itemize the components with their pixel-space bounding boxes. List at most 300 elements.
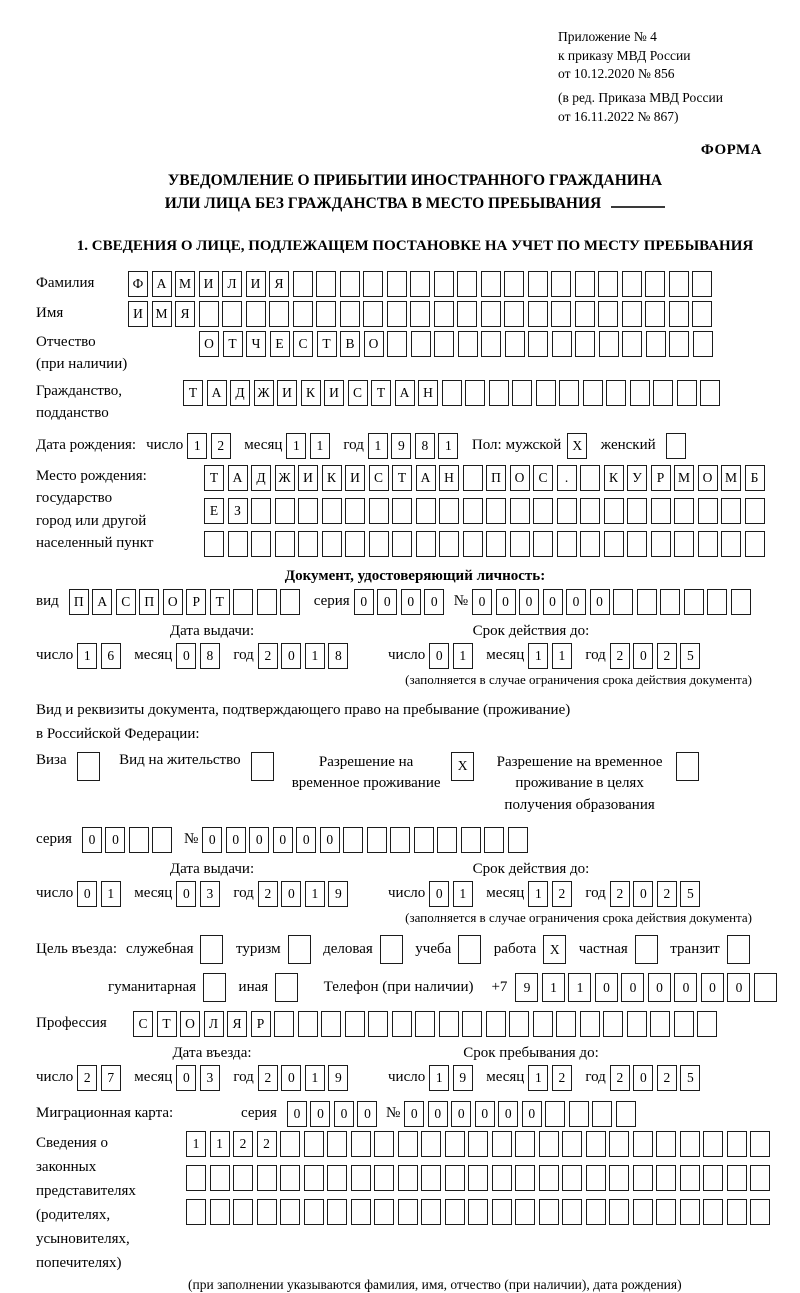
doc-valid-month-boxes[interactable]	[528, 643, 575, 669]
char-box[interactable]: 5	[680, 1065, 700, 1091]
char-box[interactable]	[367, 827, 387, 853]
char-box[interactable]	[745, 531, 765, 557]
char-box[interactable]: Е	[270, 331, 290, 357]
char-box[interactable]: И	[324, 380, 344, 406]
temporary-residence-education-checkbox[interactable]	[676, 752, 703, 781]
female-checkbox[interactable]	[666, 433, 690, 459]
char-box[interactable]	[327, 1131, 347, 1157]
char-box[interactable]: 2	[552, 881, 572, 907]
char-box[interactable]	[680, 1131, 700, 1157]
char-box[interactable]	[533, 1011, 553, 1037]
char-box[interactable]: С	[533, 465, 553, 491]
char-box[interactable]: X	[543, 935, 566, 964]
purpose-business-checkbox[interactable]	[380, 935, 407, 964]
char-box[interactable]: 0	[519, 589, 539, 615]
char-box[interactable]: 2	[657, 1065, 677, 1091]
doc-type-boxes[interactable]	[69, 589, 304, 615]
char-box[interactable]	[515, 1165, 535, 1191]
char-box[interactable]: 2	[657, 643, 677, 669]
char-box[interactable]: 8	[415, 433, 435, 459]
char-box[interactable]	[727, 1165, 747, 1191]
char-box[interactable]	[457, 301, 477, 327]
char-box[interactable]: 0	[287, 1101, 307, 1127]
char-box[interactable]	[351, 1165, 371, 1191]
char-box[interactable]	[622, 301, 642, 327]
citizenship-boxes[interactable]	[183, 380, 724, 406]
char-box[interactable]	[504, 301, 524, 327]
char-box[interactable]: 0	[428, 1101, 448, 1127]
char-box[interactable]	[508, 827, 528, 853]
char-box[interactable]	[552, 331, 572, 357]
birth-month-boxes[interactable]	[286, 433, 333, 459]
char-box[interactable]: 2	[233, 1131, 253, 1157]
char-box[interactable]	[580, 465, 600, 491]
doc-series-boxes[interactable]	[354, 589, 448, 615]
stay-day-boxes[interactable]	[429, 1065, 476, 1091]
birthplace-row2-boxes[interactable]	[204, 498, 768, 524]
char-box[interactable]: 0	[595, 973, 618, 1002]
char-box[interactable]	[298, 498, 318, 524]
char-box[interactable]: 0	[320, 827, 340, 853]
purpose-humanitarian-checkbox[interactable]	[203, 973, 230, 1002]
phone-boxes[interactable]	[515, 973, 780, 1002]
char-box[interactable]: Н	[439, 465, 459, 491]
char-box[interactable]	[298, 1011, 318, 1037]
birthplace-row3-boxes[interactable]	[204, 531, 768, 557]
char-box[interactable]	[280, 1131, 300, 1157]
char-box[interactable]	[551, 271, 571, 297]
char-box[interactable]	[304, 1165, 324, 1191]
char-box[interactable]	[583, 380, 603, 406]
char-box[interactable]	[492, 1165, 512, 1191]
char-box[interactable]: 0	[82, 827, 102, 853]
char-box[interactable]: А	[207, 380, 227, 406]
char-box[interactable]	[669, 301, 689, 327]
residence-issue-year-boxes[interactable]	[258, 881, 352, 907]
char-box[interactable]: Т	[204, 465, 224, 491]
char-box[interactable]	[613, 589, 633, 615]
char-box[interactable]	[416, 531, 436, 557]
entry-day-boxes[interactable]	[77, 1065, 124, 1091]
char-box[interactable]	[380, 935, 403, 964]
char-box[interactable]	[539, 1199, 559, 1225]
profession-boxes[interactable]	[133, 1011, 721, 1037]
char-box[interactable]: Ж	[275, 465, 295, 491]
char-box[interactable]: 1	[528, 1065, 548, 1091]
migration-number-boxes[interactable]	[404, 1101, 639, 1127]
char-box[interactable]: 2	[258, 1065, 278, 1091]
char-box[interactable]: М	[674, 465, 694, 491]
char-box[interactable]	[199, 301, 219, 327]
char-box[interactable]: Я	[269, 271, 289, 297]
char-box[interactable]	[233, 1165, 253, 1191]
char-box[interactable]	[603, 1011, 623, 1037]
char-box[interactable]	[677, 380, 697, 406]
char-box[interactable]: 2	[211, 433, 231, 459]
char-box[interactable]: Ч	[246, 331, 266, 357]
char-box[interactable]	[340, 271, 360, 297]
char-box[interactable]: Р	[651, 465, 671, 491]
char-box[interactable]	[489, 380, 509, 406]
char-box[interactable]	[533, 531, 553, 557]
char-box[interactable]: 3	[200, 881, 220, 907]
char-box[interactable]	[363, 271, 383, 297]
residence-permit-checkbox[interactable]	[251, 752, 278, 781]
char-box[interactable]	[562, 1199, 582, 1225]
purpose-tourism-checkbox[interactable]	[288, 935, 315, 964]
char-box[interactable]	[580, 1011, 600, 1037]
entry-year-boxes[interactable]	[258, 1065, 352, 1091]
residence-valid-year-boxes[interactable]	[610, 881, 704, 907]
char-box[interactable]: 3	[200, 1065, 220, 1091]
char-box[interactable]: 0	[522, 1101, 542, 1127]
char-box[interactable]	[731, 589, 751, 615]
char-box[interactable]: 9	[515, 973, 538, 1002]
char-box[interactable]	[461, 827, 481, 853]
char-box[interactable]: 7	[101, 1065, 121, 1091]
char-box[interactable]: Т	[223, 331, 243, 357]
char-box[interactable]: 0	[701, 973, 724, 1002]
char-box[interactable]	[651, 531, 671, 557]
char-box[interactable]: П	[139, 589, 159, 615]
char-box[interactable]	[512, 380, 532, 406]
visa-checkbox[interactable]	[77, 752, 104, 781]
char-box[interactable]	[680, 1165, 700, 1191]
char-box[interactable]	[627, 531, 647, 557]
char-box[interactable]	[129, 827, 149, 853]
char-box[interactable]	[727, 935, 750, 964]
char-box[interactable]	[536, 380, 556, 406]
char-box[interactable]	[77, 752, 100, 781]
char-box[interactable]: 0	[77, 881, 97, 907]
char-box[interactable]: 1	[77, 643, 97, 669]
char-box[interactable]	[204, 531, 224, 557]
char-box[interactable]	[434, 301, 454, 327]
char-box[interactable]	[457, 271, 477, 297]
purpose-official-checkbox[interactable]	[200, 935, 227, 964]
char-box[interactable]: 0	[202, 827, 222, 853]
char-box[interactable]	[622, 331, 642, 357]
char-box[interactable]	[186, 1199, 206, 1225]
char-box[interactable]: 8	[200, 643, 220, 669]
char-box[interactable]	[434, 271, 454, 297]
char-box[interactable]	[439, 1011, 459, 1037]
char-box[interactable]	[510, 531, 530, 557]
char-box[interactable]	[562, 1165, 582, 1191]
stay-month-boxes[interactable]	[528, 1065, 575, 1091]
purpose-private-checkbox[interactable]	[635, 935, 662, 964]
char-box[interactable]	[660, 589, 680, 615]
char-box[interactable]	[533, 498, 553, 524]
char-box[interactable]	[415, 1011, 435, 1037]
char-box[interactable]	[421, 1131, 441, 1157]
char-box[interactable]	[515, 1131, 535, 1157]
representatives-row1-boxes[interactable]	[186, 1131, 774, 1157]
char-box[interactable]: 1	[305, 1065, 325, 1091]
char-box[interactable]: И	[199, 271, 219, 297]
char-box[interactable]: К	[322, 465, 342, 491]
char-box[interactable]: 0	[334, 1101, 354, 1127]
char-box[interactable]	[707, 589, 727, 615]
char-box[interactable]	[604, 531, 624, 557]
char-box[interactable]: 1	[528, 643, 548, 669]
residence-valid-day-boxes[interactable]	[429, 881, 476, 907]
birthplace-row1-boxes[interactable]	[204, 465, 768, 491]
char-box[interactable]	[327, 1199, 347, 1225]
char-box[interactable]	[363, 301, 383, 327]
char-box[interactable]	[697, 1011, 717, 1037]
char-box[interactable]	[484, 827, 504, 853]
char-box[interactable]	[442, 380, 462, 406]
char-box[interactable]: А	[395, 380, 415, 406]
purpose-transit-checkbox[interactable]	[727, 935, 754, 964]
char-box[interactable]	[633, 1165, 653, 1191]
char-box[interactable]: К	[301, 380, 321, 406]
char-box[interactable]	[468, 1199, 488, 1225]
char-box[interactable]: И	[246, 271, 266, 297]
char-box[interactable]	[676, 752, 699, 781]
char-box[interactable]	[750, 1199, 770, 1225]
char-box[interactable]	[586, 1165, 606, 1191]
doc-number-boxes[interactable]	[472, 589, 754, 615]
char-box[interactable]	[410, 301, 430, 327]
char-box[interactable]	[340, 301, 360, 327]
doc-issue-year-boxes[interactable]	[258, 643, 352, 669]
char-box[interactable]: 0	[648, 973, 671, 1002]
char-box[interactable]: 0	[404, 1101, 424, 1127]
char-box[interactable]	[233, 589, 253, 615]
char-box[interactable]	[392, 498, 412, 524]
char-box[interactable]	[274, 1011, 294, 1037]
char-box[interactable]	[458, 331, 478, 357]
temporary-residence-checkbox[interactable]	[451, 752, 478, 781]
char-box[interactable]: К	[604, 465, 624, 491]
char-box[interactable]	[439, 498, 459, 524]
stay-year-boxes[interactable]	[610, 1065, 704, 1091]
char-box[interactable]: 0	[249, 827, 269, 853]
char-box[interactable]	[275, 531, 295, 557]
char-box[interactable]	[653, 380, 673, 406]
char-box[interactable]	[575, 331, 595, 357]
char-box[interactable]	[280, 1199, 300, 1225]
char-box[interactable]	[645, 301, 665, 327]
char-box[interactable]: И	[128, 301, 148, 327]
char-box[interactable]	[562, 1131, 582, 1157]
char-box[interactable]: 1	[438, 433, 458, 459]
char-box[interactable]	[463, 465, 483, 491]
char-box[interactable]	[557, 531, 577, 557]
char-box[interactable]: Ж	[254, 380, 274, 406]
char-box[interactable]	[646, 331, 666, 357]
char-box[interactable]	[651, 498, 671, 524]
char-box[interactable]	[374, 1131, 394, 1157]
char-box[interactable]	[251, 531, 271, 557]
char-box[interactable]: 0	[674, 973, 697, 1002]
char-box[interactable]: Т	[317, 331, 337, 357]
char-box[interactable]	[275, 498, 295, 524]
char-box[interactable]	[727, 1131, 747, 1157]
char-box[interactable]	[439, 531, 459, 557]
char-box[interactable]: Р	[251, 1011, 271, 1037]
char-box[interactable]	[246, 301, 266, 327]
char-box[interactable]	[528, 271, 548, 297]
char-box[interactable]	[509, 1011, 529, 1037]
char-box[interactable]	[692, 301, 712, 327]
char-box[interactable]: 9	[328, 881, 348, 907]
char-box[interactable]: Л	[204, 1011, 224, 1037]
char-box[interactable]: Я	[175, 301, 195, 327]
char-box[interactable]	[504, 271, 524, 297]
char-box[interactable]: 0	[296, 827, 316, 853]
char-box[interactable]	[462, 1011, 482, 1037]
char-box[interactable]: О	[510, 465, 530, 491]
char-box[interactable]	[351, 1131, 371, 1157]
char-box[interactable]: Д	[251, 465, 271, 491]
char-box[interactable]	[510, 498, 530, 524]
char-box[interactable]	[750, 1165, 770, 1191]
char-box[interactable]	[398, 1131, 418, 1157]
char-box[interactable]: 0	[429, 643, 449, 669]
char-box[interactable]	[575, 271, 595, 297]
char-box[interactable]: 5	[680, 881, 700, 907]
char-box[interactable]	[674, 1011, 694, 1037]
char-box[interactable]: 2	[257, 1131, 277, 1157]
char-box[interactable]: 2	[610, 643, 630, 669]
char-box[interactable]	[698, 498, 718, 524]
purpose-other-checkbox[interactable]	[275, 973, 302, 1002]
char-box[interactable]: 0	[105, 827, 125, 853]
char-box[interactable]	[539, 1165, 559, 1191]
char-box[interactable]	[645, 271, 665, 297]
char-box[interactable]	[445, 1131, 465, 1157]
char-box[interactable]	[369, 498, 389, 524]
char-box[interactable]	[598, 301, 618, 327]
char-box[interactable]: 0	[566, 589, 586, 615]
char-box[interactable]	[288, 935, 311, 964]
char-box[interactable]	[280, 589, 300, 615]
char-box[interactable]	[463, 531, 483, 557]
char-box[interactable]	[416, 498, 436, 524]
char-box[interactable]	[656, 1199, 676, 1225]
char-box[interactable]: П	[486, 465, 506, 491]
char-box[interactable]: .	[557, 465, 577, 491]
char-box[interactable]	[609, 1165, 629, 1191]
char-box[interactable]: X	[567, 433, 587, 459]
char-box[interactable]: 0	[498, 1101, 518, 1127]
char-box[interactable]: 0	[429, 881, 449, 907]
char-box[interactable]: 1	[542, 973, 565, 1002]
char-box[interactable]	[674, 531, 694, 557]
char-box[interactable]	[505, 331, 525, 357]
char-box[interactable]	[580, 498, 600, 524]
char-box[interactable]	[368, 1011, 388, 1037]
surname-boxes[interactable]	[128, 271, 716, 297]
char-box[interactable]	[492, 1131, 512, 1157]
char-box[interactable]	[606, 380, 626, 406]
char-box[interactable]	[616, 1101, 636, 1127]
doc-issue-month-boxes[interactable]	[176, 643, 223, 669]
char-box[interactable]	[233, 1199, 253, 1225]
char-box[interactable]	[528, 301, 548, 327]
char-box[interactable]	[387, 301, 407, 327]
firstname-boxes[interactable]	[128, 301, 716, 327]
char-box[interactable]	[721, 498, 741, 524]
char-box[interactable]	[398, 1199, 418, 1225]
char-box[interactable]	[421, 1165, 441, 1191]
char-box[interactable]	[269, 301, 289, 327]
char-box[interactable]: 1	[286, 433, 306, 459]
char-box[interactable]: 1	[305, 881, 325, 907]
char-box[interactable]: 1	[528, 881, 548, 907]
char-box[interactable]	[727, 1199, 747, 1225]
char-box[interactable]	[351, 1199, 371, 1225]
char-box[interactable]: У	[627, 465, 647, 491]
char-box[interactable]: П	[69, 589, 89, 615]
char-box[interactable]	[414, 827, 434, 853]
char-box[interactable]: 0	[310, 1101, 330, 1127]
char-box[interactable]	[321, 1011, 341, 1037]
char-box[interactable]: А	[152, 271, 172, 297]
char-box[interactable]	[293, 301, 313, 327]
char-box[interactable]: 0	[176, 1065, 196, 1091]
char-box[interactable]	[703, 1199, 723, 1225]
char-box[interactable]	[200, 935, 223, 964]
char-box[interactable]	[575, 301, 595, 327]
representatives-row2-boxes[interactable]	[186, 1165, 774, 1191]
char-box[interactable]	[410, 271, 430, 297]
char-box[interactable]: 1	[101, 881, 121, 907]
char-box[interactable]	[692, 271, 712, 297]
char-box[interactable]: Д	[230, 380, 250, 406]
char-box[interactable]	[398, 1165, 418, 1191]
char-box[interactable]	[251, 498, 271, 524]
char-box[interactable]: 9	[328, 1065, 348, 1091]
char-box[interactable]: 8	[328, 643, 348, 669]
char-box[interactable]: З	[228, 498, 248, 524]
char-box[interactable]	[551, 301, 571, 327]
char-box[interactable]: 1	[453, 643, 473, 669]
char-box[interactable]	[374, 1165, 394, 1191]
char-box[interactable]: 2	[258, 881, 278, 907]
char-box[interactable]	[298, 531, 318, 557]
char-box[interactable]	[559, 380, 579, 406]
char-box[interactable]	[316, 271, 336, 297]
char-box[interactable]: 0	[590, 589, 610, 615]
char-box[interactable]	[186, 1165, 206, 1191]
char-box[interactable]	[210, 1165, 230, 1191]
char-box[interactable]: 2	[610, 881, 630, 907]
char-box[interactable]: Я	[227, 1011, 247, 1037]
char-box[interactable]	[445, 1199, 465, 1225]
char-box[interactable]	[633, 1199, 653, 1225]
char-box[interactable]: И	[277, 380, 297, 406]
char-box[interactable]: М	[152, 301, 172, 327]
char-box[interactable]	[669, 331, 689, 357]
char-box[interactable]	[345, 531, 365, 557]
char-box[interactable]: С	[348, 380, 368, 406]
char-box[interactable]	[669, 271, 689, 297]
char-box[interactable]: И	[298, 465, 318, 491]
char-box[interactable]	[434, 331, 454, 357]
char-box[interactable]	[598, 271, 618, 297]
char-box[interactable]: 1	[429, 1065, 449, 1091]
char-box[interactable]	[304, 1131, 324, 1157]
char-box[interactable]	[656, 1165, 676, 1191]
char-box[interactable]	[465, 380, 485, 406]
char-box[interactable]	[374, 1199, 394, 1225]
migration-series-boxes[interactable]	[287, 1101, 381, 1127]
char-box[interactable]: Б	[745, 465, 765, 491]
